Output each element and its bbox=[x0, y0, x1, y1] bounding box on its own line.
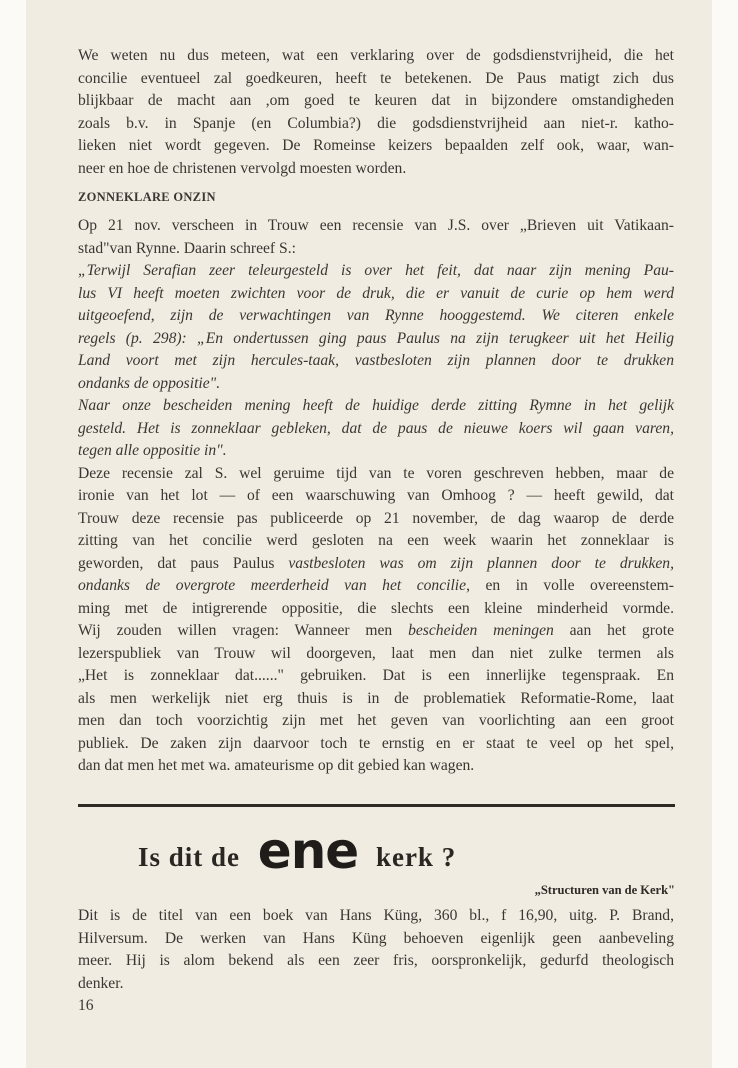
text-segment: Deze recensie zal S. wel geruime tijd van te voren geschreven hebben, maar de bbox=[78, 464, 674, 482]
paragraph-book-review bbox=[78, 905, 674, 995]
text-segment: Trouw deze recensie pas publiceerde op 21 november, de dag waarop de derde bbox=[78, 509, 674, 527]
text-line bbox=[78, 973, 674, 996]
italic-text: Naar onze bescheiden mening heeft de huidige derde zitting Rymne in het gelijk bbox=[78, 397, 674, 414]
text-line bbox=[78, 928, 674, 951]
italic-text: regels (p. 298): „En ondertussen ging paus Paulus na zijn terugkeer uit het Heilig bbox=[78, 329, 674, 347]
text-line bbox=[78, 283, 674, 306]
italic-text: ondanks de overgrote meerderheid van het concilie bbox=[78, 577, 467, 594]
text-line bbox=[78, 418, 674, 441]
text-line bbox=[78, 305, 674, 328]
text-segment: Op 21 nov. verscheen in Trouw een recensie van J.S. over „Brieven uit Vatikaan- bbox=[78, 217, 674, 234]
text-line bbox=[78, 710, 674, 733]
text-line bbox=[78, 440, 674, 463]
text-line bbox=[78, 530, 674, 553]
text-segment: zitting van het concilie werd gesloten na een week waarin het zonneklaar is bbox=[78, 532, 674, 549]
text-line bbox=[78, 158, 674, 181]
text-segment: neer en hoe de christenen vervolgd moesten worden. bbox=[78, 159, 407, 177]
section-heading: ZONNEKLARE ONZIN bbox=[78, 190, 216, 204]
text-segment: als men werkelijk niet erg thuis is in de problematiek Reformatie-Rome, laat bbox=[78, 689, 674, 707]
text-line bbox=[78, 373, 674, 396]
text-line bbox=[78, 350, 674, 373]
paragraph-zonneklare-onzin bbox=[78, 215, 674, 778]
italic-text: lus VI heeft moeten zwichten voor de druk, die er vanuit de curie op hem werd bbox=[78, 284, 674, 302]
text-segment: lezerspubliek van Trouw wil doorgeven, laat men dan niet zulke termen als bbox=[78, 644, 674, 662]
text-line bbox=[78, 553, 674, 576]
text-segment: „Het is zonneklaar dat......" gebruiken. Dat is een innerlijke tegenspraak. En bbox=[78, 667, 674, 684]
italic-text: tegen alle oppositie in". bbox=[78, 442, 227, 459]
italic-text: „Terwijl Serafian zeer teleurgesteld is over het feit, dat naar zijn mening Pau- bbox=[78, 262, 674, 279]
text-segment: meer. Hij is alom bekend als een zeer fris, oorspronkelijk, gedurfd theologisch bbox=[78, 952, 674, 969]
text-line bbox=[78, 90, 674, 113]
text-line bbox=[78, 508, 674, 531]
text-segment: geworden, dat paus Paulus bbox=[78, 554, 289, 572]
text-segment: ironie van het lot — of een waarschuwing van Omhoog ? — heeft gewild, dat bbox=[78, 487, 674, 504]
italic-text: Land voort met zijn hercules-taak, vastbesloten zijn plannen door te drukken bbox=[78, 352, 674, 369]
italic-text: gesteld. Het is zonneklaar gebleken, dat de paus de nieuwe koers wil gaan varen, bbox=[78, 419, 674, 437]
text-line bbox=[78, 45, 674, 68]
text-line bbox=[78, 113, 674, 136]
text-segment: lieken niet wordt gegeven. De Romeinse keizers bepaalden zelf ook, waar, wan- bbox=[78, 137, 674, 154]
text-line bbox=[78, 215, 674, 238]
book-title-subheading: „Structuren van de Kerk" bbox=[534, 883, 675, 897]
text-segment: Hilversum. De werken van Hans Küng behoeven eigenlijk geen aanbeveling bbox=[78, 929, 674, 947]
text-segment: men dan toch voorzichtig zijn met het geven van voorlichting aan een groot bbox=[78, 712, 674, 729]
text-segment: Dit is de titel van een boek van Hans Küng, 360 bl., f 16,90, uitg. P. Brand, bbox=[78, 907, 674, 924]
text-segment: , en in volle overeenstem- bbox=[466, 577, 674, 594]
text-segment: dan dat men het met wa. amateurisme op dit gebied kan wagen. bbox=[78, 757, 475, 774]
italic-text: uitgeoefend, zijn de verwachtingen van Rynne hooggestemd. We citeren enkele bbox=[78, 307, 674, 324]
text-segment: denker. bbox=[78, 974, 124, 992]
text-line bbox=[78, 620, 674, 643]
text-line bbox=[78, 950, 674, 973]
paragraph-intro bbox=[78, 45, 674, 180]
text-line bbox=[78, 395, 674, 418]
text-segment: ming met de intigrerende oppositie, die slechts een kleine minderheid vormde. bbox=[78, 599, 674, 617]
text-line bbox=[78, 238, 674, 261]
italic-text: ondanks de oppositie". bbox=[78, 374, 221, 392]
title-post: kerk ? bbox=[368, 842, 457, 872]
text-segment: stad"van Rynne. Daarin schreef S.: bbox=[78, 239, 296, 257]
text-segment: aan het grote bbox=[553, 622, 675, 639]
article-title bbox=[138, 822, 456, 880]
divider-rule bbox=[78, 804, 675, 807]
title-big-word: ene bbox=[257, 822, 359, 880]
text-segment: Wij zouden willen vragen: Wanneer men bbox=[78, 622, 409, 639]
text-line bbox=[78, 328, 674, 351]
text-line bbox=[78, 135, 674, 158]
title-pre: Is dit de bbox=[138, 842, 248, 872]
text-segment: publiek. De zaken zijn daarvoor toch te ernstig en er staat te veel op het spel, bbox=[78, 734, 674, 752]
page-number: 16 bbox=[78, 997, 94, 1014]
italic-text: vastbesloten was om zijn plannen door te drukken, bbox=[288, 554, 674, 572]
text-line bbox=[78, 688, 674, 711]
text-line bbox=[78, 598, 674, 621]
text-line bbox=[78, 485, 674, 508]
text-segment: zoals b.v. in Spanje (en Columbia?) die godsdienstvrijheid aan niet-r. katho- bbox=[78, 114, 674, 132]
text-line bbox=[78, 905, 674, 928]
text-line bbox=[78, 68, 674, 91]
text-segment: blijkbaar de macht aan ,om goed te keuren dat in bijzondere omstandigheden bbox=[78, 92, 674, 109]
text-segment: concilie eventueel zal goedkeuren, heeft te betekenen. De Paus matigt zich dus bbox=[78, 69, 674, 87]
italic-text: bescheiden meningen bbox=[408, 622, 554, 639]
text-line bbox=[78, 575, 674, 598]
text-segment: We weten nu dus meteen, wat een verklaring over de godsdienstvrijheid, die het bbox=[78, 47, 674, 64]
text-line bbox=[78, 260, 674, 283]
text-line bbox=[78, 755, 674, 778]
text-line bbox=[78, 463, 674, 486]
text-line bbox=[78, 643, 674, 666]
text-line bbox=[78, 733, 674, 756]
text-line bbox=[78, 665, 674, 688]
